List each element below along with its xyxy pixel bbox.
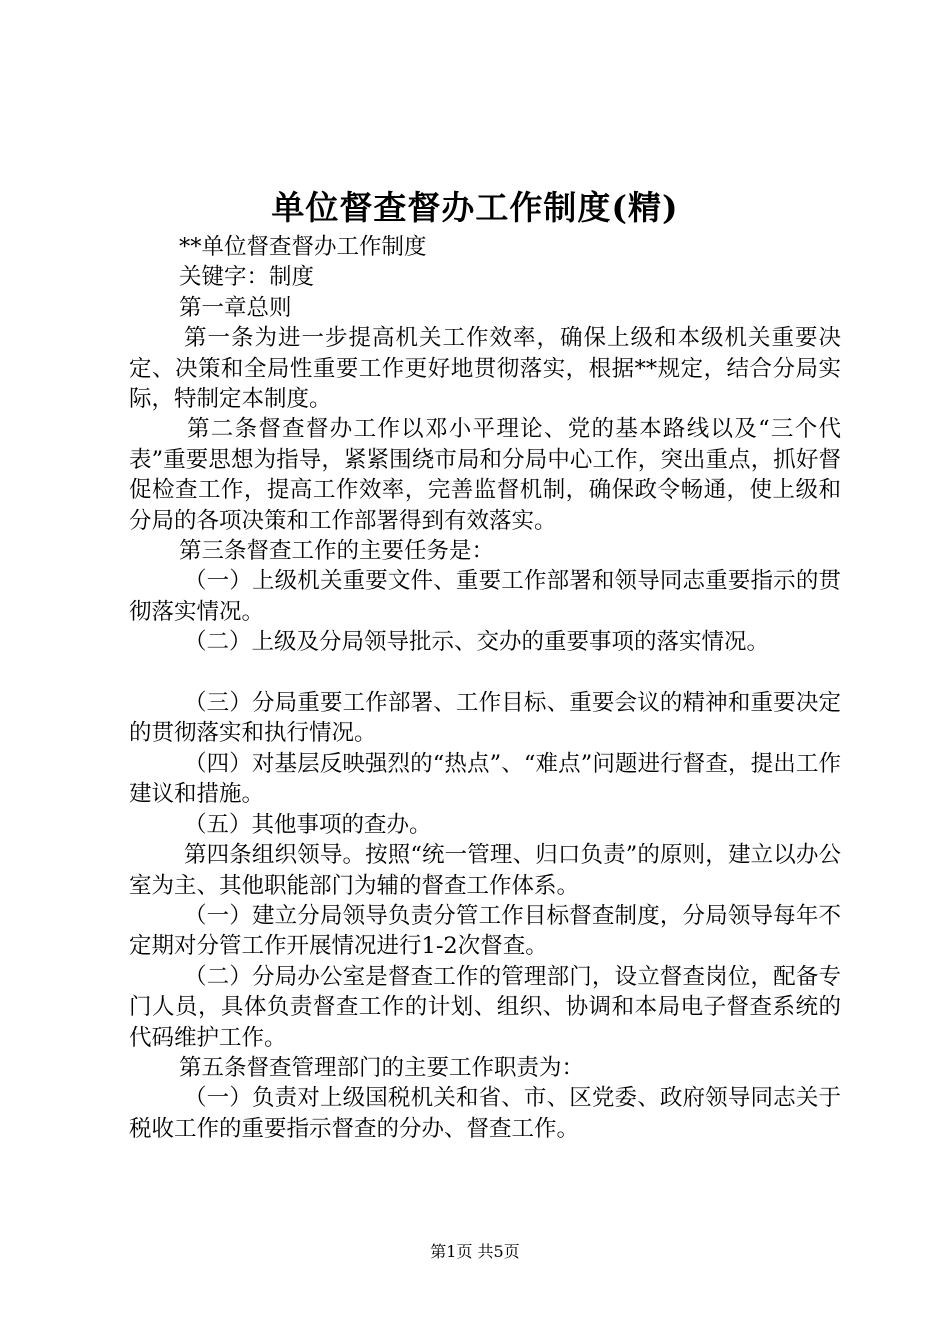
- document-body: [129, 232, 841, 1144]
- paragraph: 第一条为进一步提高机关工作效率，确保上级和本级机关重要决定、决策和全局性重要工作更好地贯彻落实，根据**规定，结合分局实际，特制定本制度。: [129, 325, 841, 413]
- paragraph: （二）上级及分局领导批示、交办的重要事项的落实情况。: [184, 629, 770, 656]
- paragraph: 关键字：制度: [179, 264, 315, 291]
- page-footer: 第1页 共5页: [430, 1242, 520, 1261]
- paragraph: 第四条组织领导。按照“统一管理、归口负责”的原则，建立以办公室为主、其他职能部门为辅的督查工作体系。: [129, 842, 841, 899]
- paragraph: 第五条督查管理部门的主要工作职责为：: [179, 1054, 585, 1081]
- paragraph: **单位督查督办工作制度: [179, 234, 427, 260]
- paragraph: （五）其他事项的查办。: [184, 811, 432, 838]
- paragraph: （一）上级机关重要文件、重要工作部署和领导同志重要指示的贯彻落实情况。: [129, 568, 841, 625]
- paragraph: （二）分局办公室是督查工作的管理部门，设立督查岗位，配备专门人员，具体负责督查工作的计划、组织、协调和本局电子督查系统的代码维护工作。: [129, 963, 841, 1051]
- paragraph: （四）对基层反映强烈的“热点”、“难点”问题进行督查，提出工作建议和措施。: [129, 750, 841, 808]
- document-title: 单位督查督办工作制度(精): [271, 188, 679, 227]
- paragraph: 第三条督查工作的主要任务是：: [179, 538, 495, 565]
- paragraph: （一）负责对上级国税机关和省、市、区党委、政府领导同志关于税收工作的重要指示督查的分办、督查工作。: [129, 1085, 841, 1142]
- paragraph: 第二条督查督办工作以邓小平理论、党的基本路线以及“三个代表”重要思想为指导，紧紧围绕市局和分局中心工作，突出重点，抓好督促检查工作，提高工作效率，完善监督机制，确保政令畅通，使上级和分局的各项决策和工作部署得到有效落实。: [129, 416, 841, 534]
- paragraph: （一）建立分局领导负责分管工作目标督查制度，分局领导每年不定期对分管工作开展情况进行1-2次督查。: [129, 902, 841, 960]
- blank-line: [129, 658, 841, 688]
- paragraph: （三）分局重要工作部署、工作目标、重要会议的精神和重要决定的贯彻落实和执行情况。: [129, 690, 841, 747]
- paragraph: 第一章总则: [179, 294, 292, 321]
